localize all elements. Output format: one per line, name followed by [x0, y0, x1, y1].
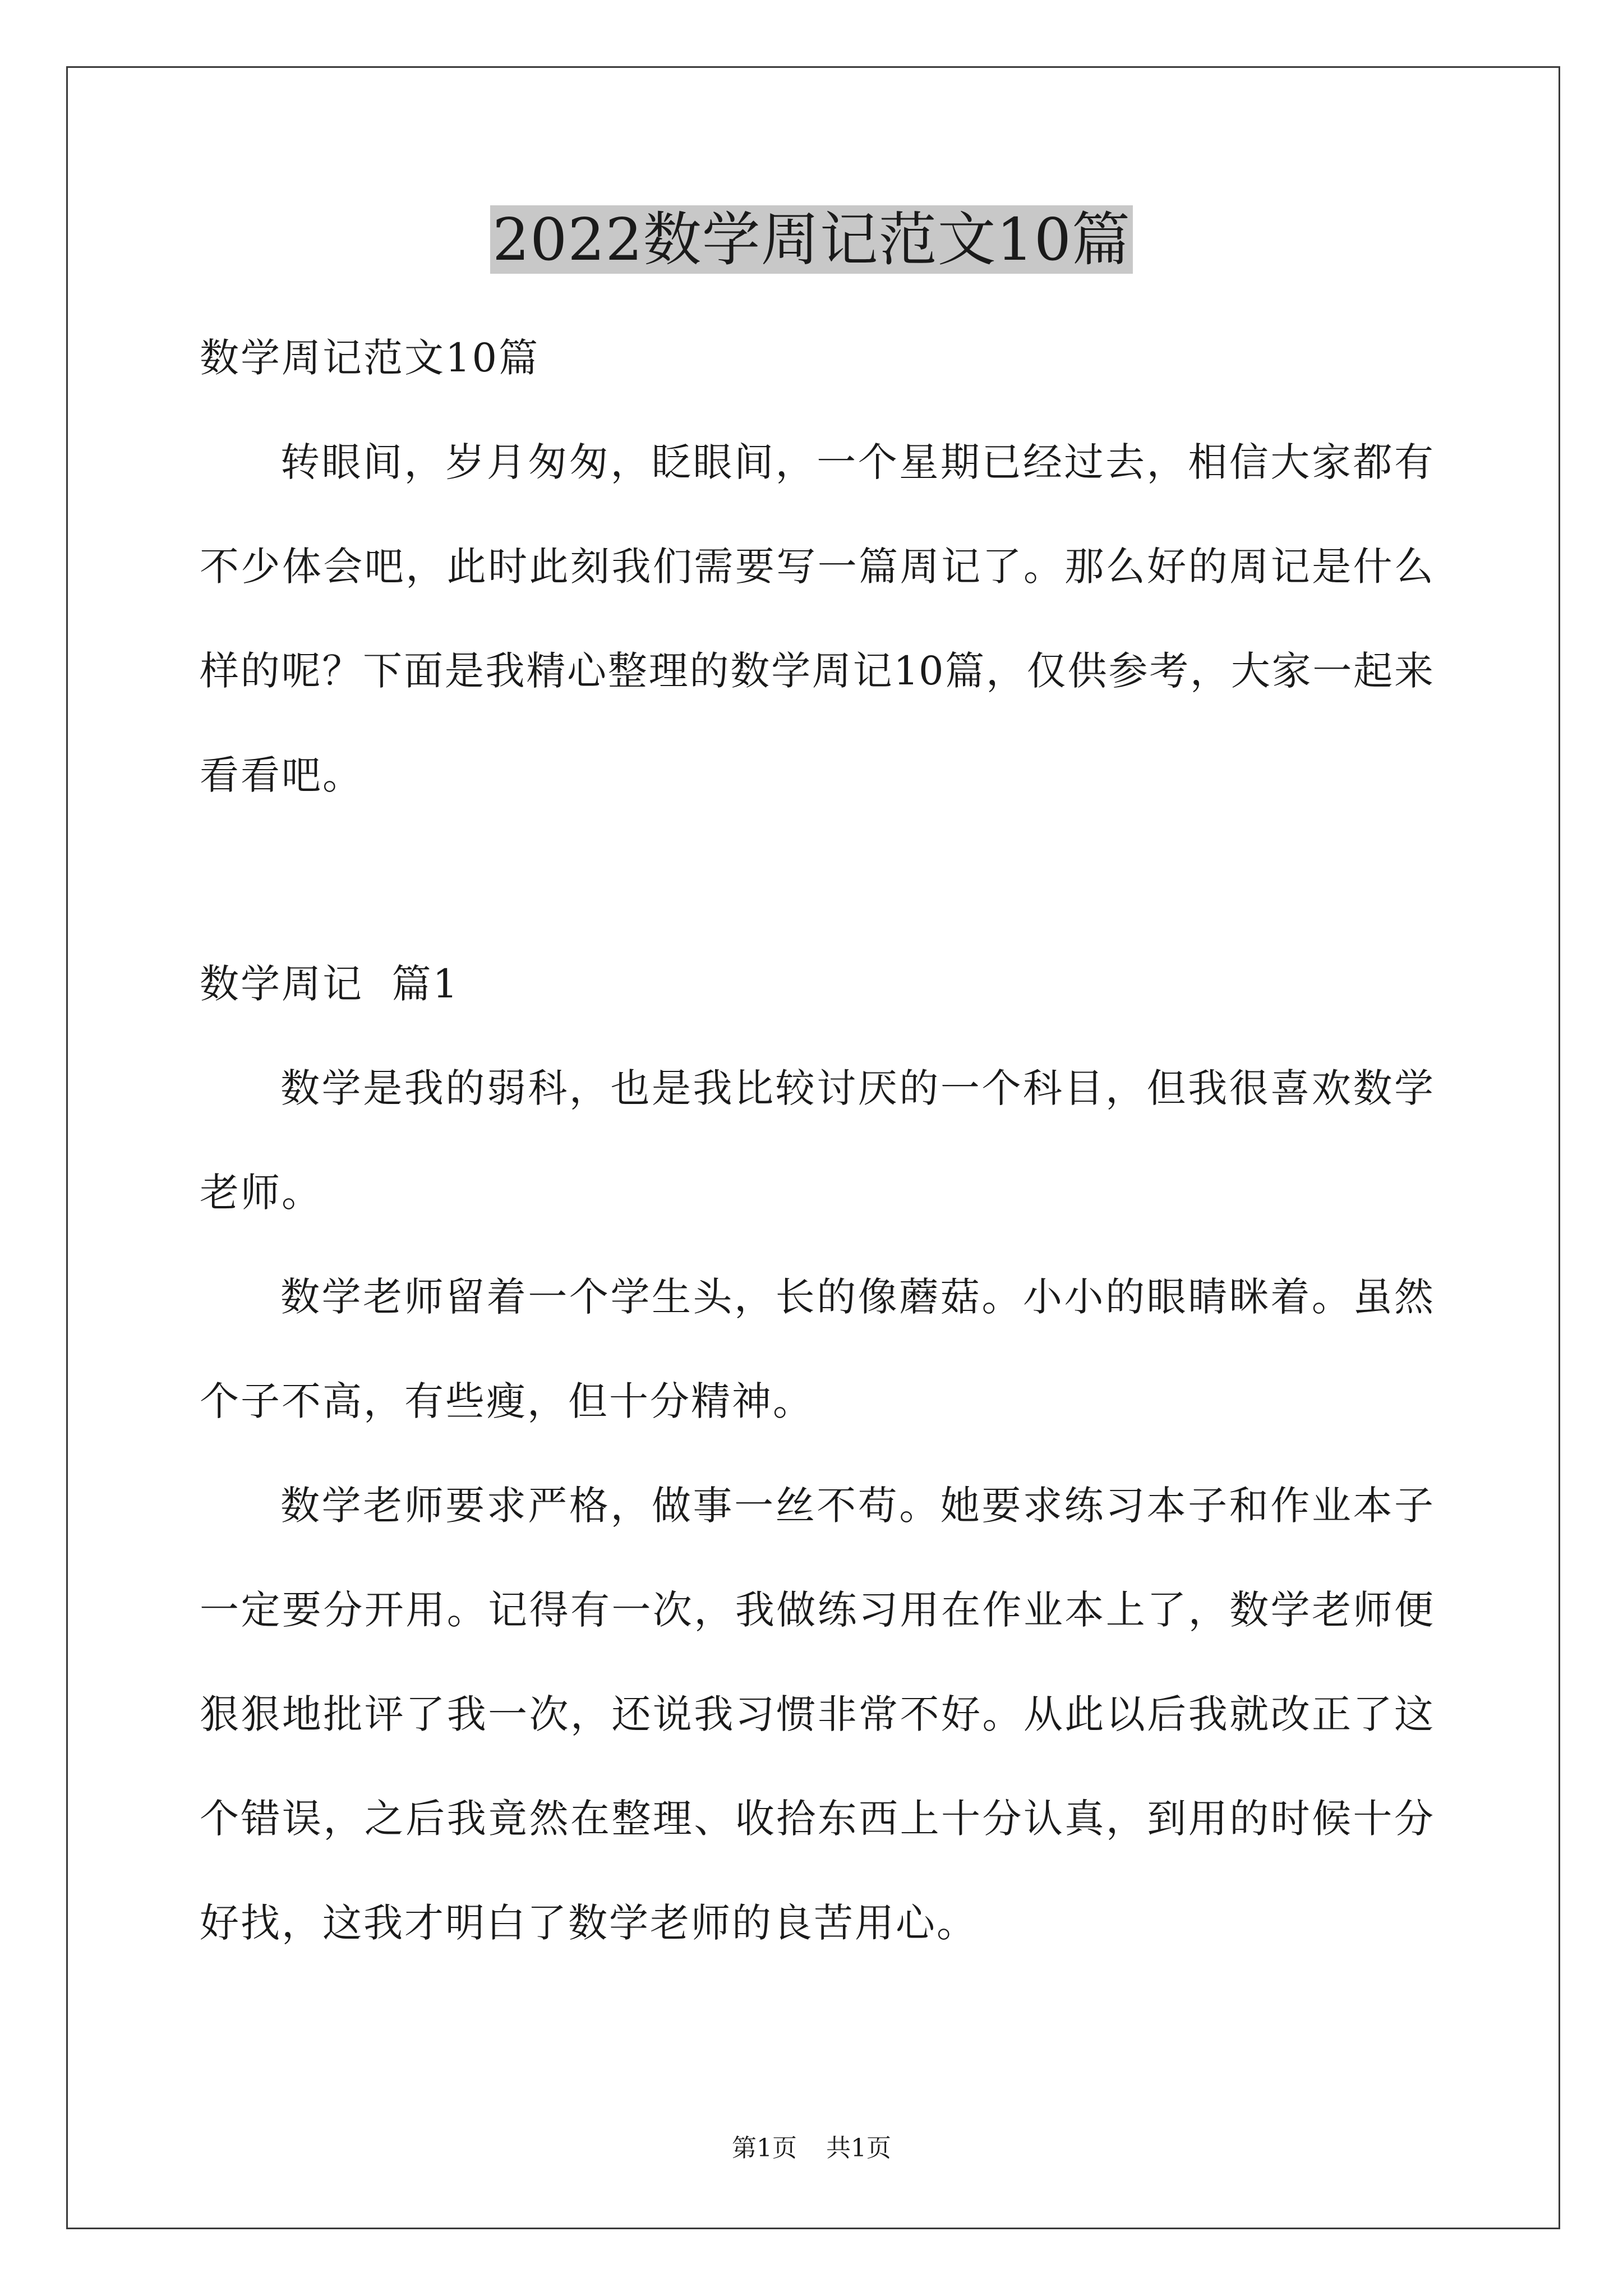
intro-line: 样的呢？下面是我精心整理的数学周记10篇，仅供参考，大家一起来: [200, 648, 1433, 694]
intro-line: 看看吧。: [200, 752, 363, 798]
paragraph-line: 个错误，之后我竟然在整理、收拾东西上十分认真，到用的时候十分: [200, 1796, 1433, 1842]
page-total: 共1页: [826, 2134, 891, 2162]
paragraph-line: 数学老师留着一个学生头，长的像蘑菇。小小的眼睛眯着。虽然: [280, 1274, 1433, 1320]
intro-line: 不少体会吧，此时此刻我们需要写一篇周记了。那么好的周记是什么: [200, 544, 1433, 590]
document-title: [0, 203, 1623, 276]
paragraph-line: 数学老师要求严格，做事一丝不苟。她要求练习本子和作业本子: [280, 1483, 1433, 1529]
paragraph-line: 狠狠地批评了我一次，还说我习惯非常不好。从此以后我就改正了这: [200, 1691, 1433, 1737]
paragraph-line: 一定要分开用。记得有一次，我做练习用在作业本上了，数学老师便: [200, 1587, 1433, 1633]
document-body: [200, 306, 1433, 1975]
section-heading: [200, 932, 1433, 1036]
paragraph-line: 个子不高，有些瘦，但十分精神。: [200, 1378, 814, 1424]
document-title-text: 2022数学周记范文10篇: [490, 205, 1133, 274]
page-footer: [0, 2132, 1623, 2165]
section-heading-text: 数学周记 篇1: [200, 961, 460, 1007]
paragraph-line: 老师。: [200, 1170, 322, 1216]
section-gap: [200, 827, 1433, 932]
paragraph-line: 数学是我的弱科，也是我比较讨厌的一个科目，但我很喜欢数学: [280, 1065, 1433, 1111]
paragraph-line: 好找，这我才明白了数学老师的良苦用心。: [200, 1900, 978, 1946]
subtitle: 数学周记范文10篇: [200, 335, 540, 381]
page-number: 第1页: [732, 2134, 797, 2162]
intro-line: 转眼间，岁月匆匆，眨眼间，一个星期已经过去，相信大家都有: [280, 439, 1433, 485]
